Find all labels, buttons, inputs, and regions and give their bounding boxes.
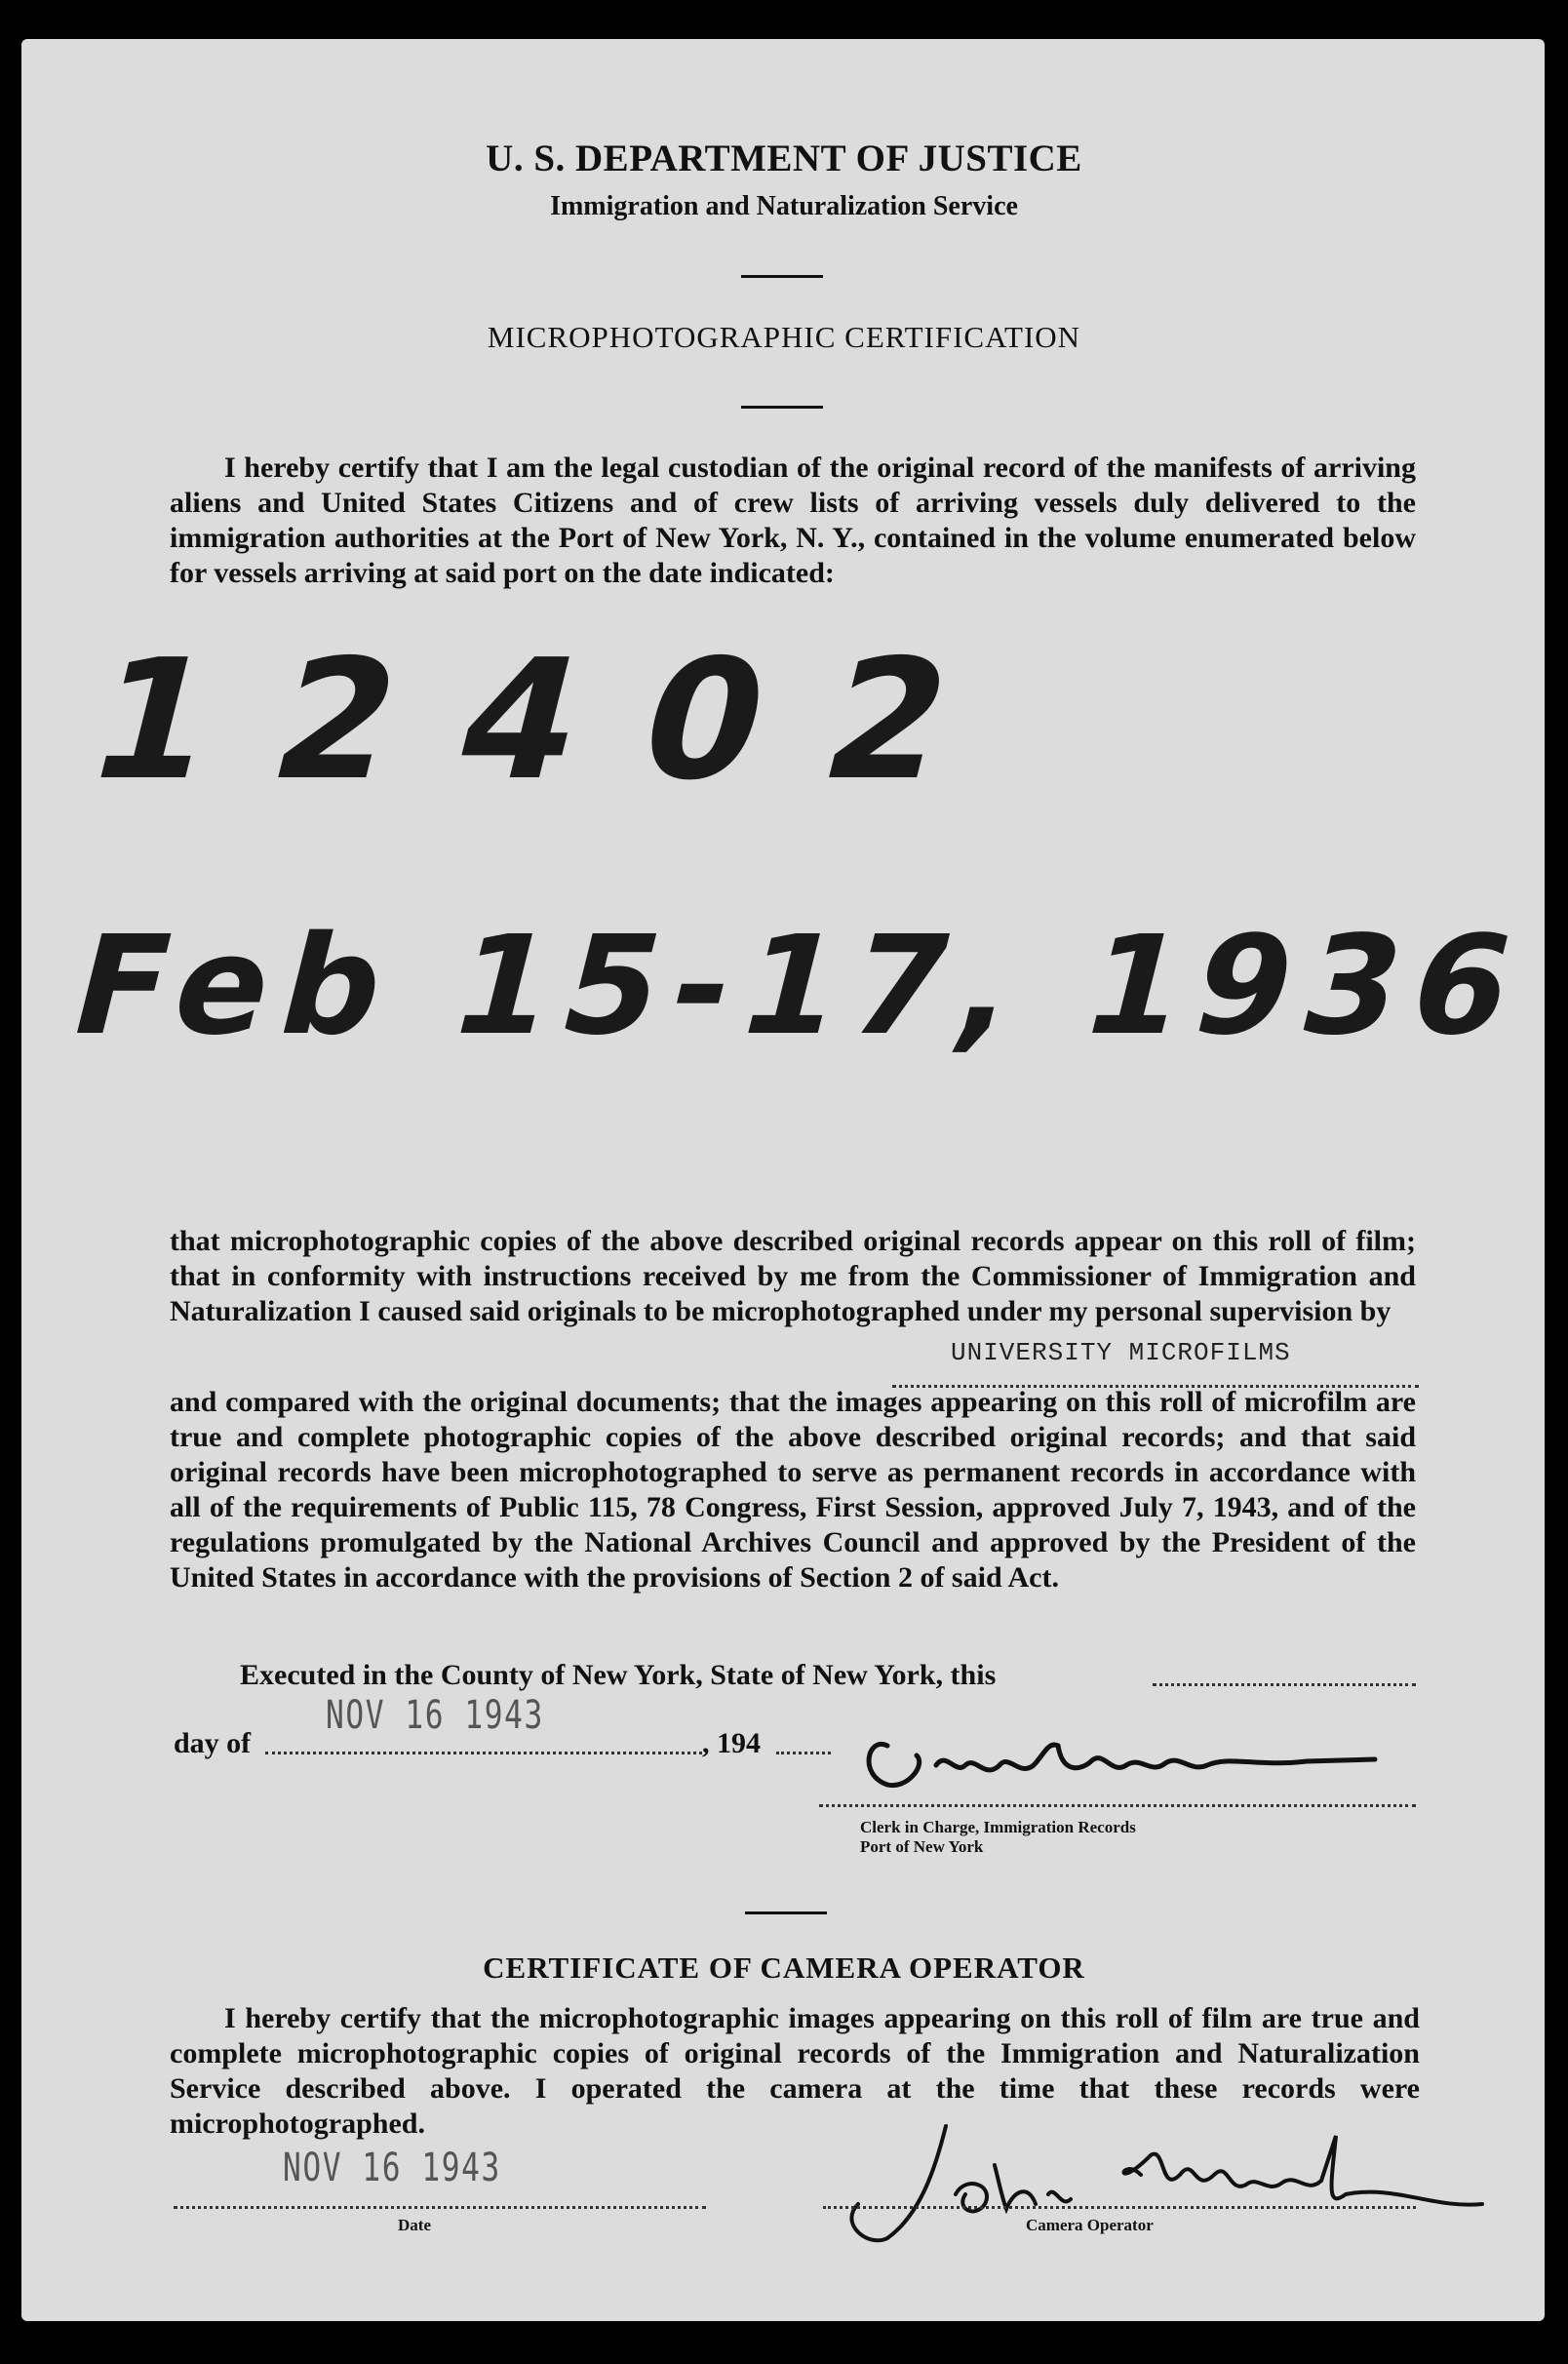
service-subheading: Immigration and Naturalization Service [550, 191, 1018, 221]
camera-certificate-paragraph: I hereby certify that the microphotographic images appearing on this roll of film are true and complete microphotographic copies of original records of the Immigration and Naturalization Service described above. I operated the camera at the time that these records were microphotographed. [170, 2002, 1420, 2140]
camera-certificate-title: CERTIFICATE OF CAMERA OPERATOR [483, 1950, 1085, 1985]
clerk-signature-line [819, 1804, 1416, 1807]
date-dotted-line [174, 2206, 706, 2209]
year-dotted-line [776, 1752, 831, 1754]
date-stamp: NOV 16 1943 [326, 1693, 544, 1738]
department-heading: U. S. DEPARTMENT OF JUSTICE [486, 138, 1082, 179]
supervisor-typed-name: UNIVERSITY MICROFILMS [951, 1338, 1291, 1367]
divider [741, 275, 823, 278]
day-of-dotted-line [265, 1752, 702, 1754]
body-paragraph-part1: that microphotographic copies of the above described original records appear on this roll of film; that in conformity with instructions received by me from the Commissioner of Immigration and Naturalization I caused said originals to be microphotographed under my personal supervision by [170, 1225, 1416, 1327]
handwritten-date-range: Feb 15-17, 1936 [56, 907, 1543, 1066]
clerk-signature-image [848, 1697, 1394, 1804]
handwritten-volume-number: 12402 [71, 624, 1039, 817]
execution-day-dotted-line [1153, 1683, 1416, 1686]
day-of-label: day of [174, 1727, 252, 1759]
body-paragraph-part2: and compared with the original documents; that the images appearing on this roll of microfilm are true and complete photographic copies of the above described original records; and that said original records have been microphotographed to serve as permanent records in accordance with all of the requirements of Public 115, 78 Congress, First Session, approved July 7, 1943, and of the regulations promulgated by the National Archives Council and approved by the President of the United States in accordance with the provisions of Section 2 of said Act. [170, 1386, 1416, 1594]
executed-text: Executed in the County of New York, State of New York, this [240, 1659, 997, 1691]
clerk-title: Clerk in Charge, Immigration Records Port of New York [860, 1818, 1136, 1856]
date-label: Date [398, 2216, 431, 2234]
camera-operator-signature-image [829, 2116, 1492, 2253]
camera-operator-label: Camera Operator [1026, 2216, 1154, 2234]
divider [741, 406, 823, 409]
divider [745, 1911, 827, 1914]
certification-title: MICROPHOTOGRAPHIC CERTIFICATION [487, 320, 1081, 354]
intro-paragraph: I hereby certify that I am the legal custodian of the original record of the manifests of arriving aliens and United States Citizens and of crew lists of arriving vessels duly delivered to the immigration authorities at the Port of New York, N. Y., contained in the volume enumerated below for vessels arriving at said port on the date indicated: [170, 452, 1416, 589]
camera-date-stamp: NOV 16 1943 [283, 2146, 501, 2190]
operator-signature-line [823, 2206, 1416, 2209]
year-prefix: , 194 [702, 1727, 761, 1759]
